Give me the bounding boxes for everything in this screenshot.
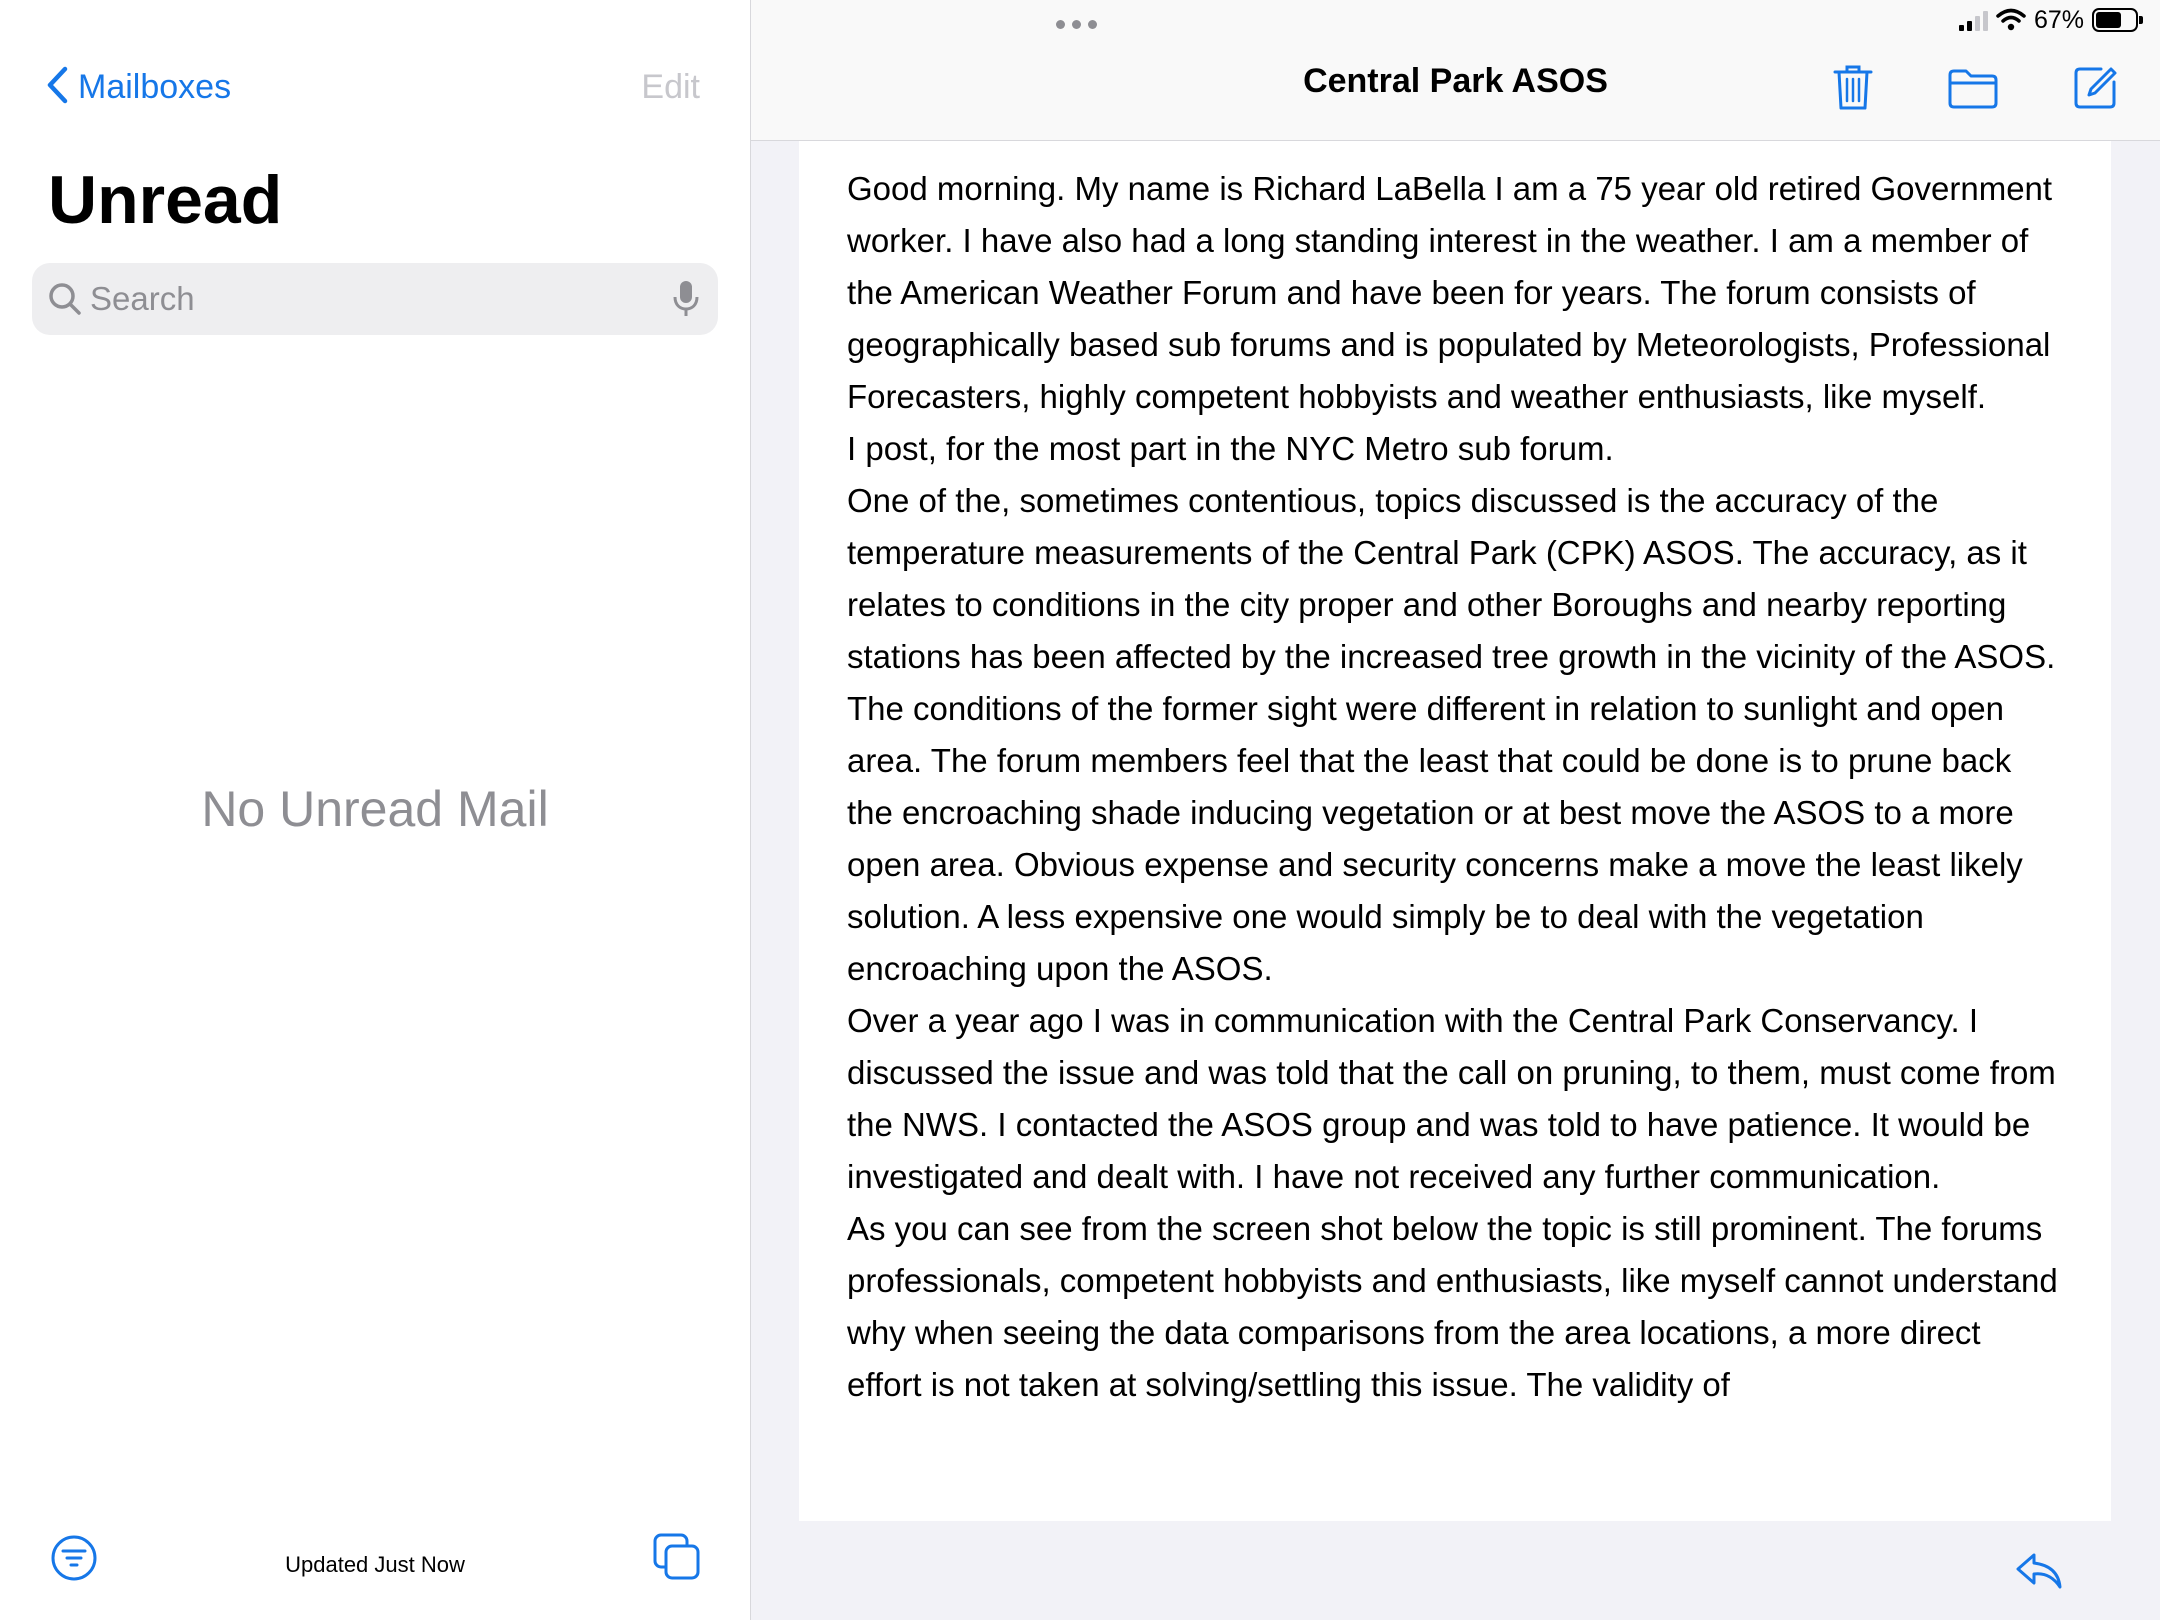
message-paragraph: As you can see from the screen shot below the topic is still prominent. The forums professionals, competent hobbyists and enthusiasts, like myself cannot understand why when seeing the data comparisons from the area locations, a more direct effort is not taken at solving/settling this issue. The validity of — [847, 1210, 2058, 1403]
trash-icon[interactable] — [1832, 62, 1874, 112]
back-button-label: Mailboxes — [78, 68, 232, 106]
edit-button[interactable]: Edit — [641, 68, 700, 106]
message-body[interactable] — [799, 141, 2111, 1521]
message-paragraph: I post, for the most part in the NYC Metro sub forum. — [847, 430, 1614, 467]
reply-icon[interactable] — [2014, 1550, 2064, 1592]
multitasking-handle[interactable] — [1056, 20, 1097, 29]
message-detail-pane — [751, 0, 2160, 1620]
mailbox-sidebar — [0, 0, 750, 1620]
chevron-left-icon — [46, 66, 68, 109]
compose-icon[interactable] — [2071, 64, 2119, 112]
message-text — [799, 141, 2111, 1411]
message-paragraph: Good morning. My name is Richard LaBella I am a 75 year old retired Government worker. I have also had a long standing interest in the weather. I am a member of the American Weather Forum and have been for years. The forum consists of geographically based sub forums and is populated by Meteorologists, Professional Forecasters, highly competent hobbyists and weather enthusiasts, like myself. — [847, 170, 2053, 415]
battery-percentage: 67% — [2033, 5, 2084, 34]
search-input[interactable] — [90, 280, 672, 318]
mailbox-title: Unread — [48, 162, 283, 238]
microphone-icon[interactable] — [672, 279, 700, 319]
search-bar[interactable] — [32, 263, 718, 335]
update-status: Updated Just Now — [285, 1552, 465, 1577]
windows-icon[interactable] — [652, 1532, 702, 1587]
message-paragraph: Over a year ago I was in communication with the Central Park Conservancy. I discussed the issue and was told that the call on pruning, to them, must come from the NWS. I contacted the ASOS group and was told to have patience. It would be investigated and dealt with. I have not received any further communication. — [847, 1002, 2056, 1195]
message-subject: Central Park ASOS — [1303, 62, 1608, 100]
battery-icon — [2092, 8, 2138, 32]
cellular-signal-icon — [1959, 9, 1988, 31]
sidebar-bottom-toolbar — [0, 1512, 750, 1620]
message-paragraph: One of the, sometimes contentious, topics discussed is the accuracy of the temperature measurements of the Central Park (CPK) ASOS. The accuracy, as it relates to conditions in the city proper and other Boroughs and nearby reporting stations has been affected by the increased tree growth in the vicinity of the ASOS. The conditions of the former sight were different in relation to sunlight and open area. The forum members feel that the least that could be done is to prune back the encroaching shade inducing vegetation or at best move the ASOS to a more open area. Obvious expense and security concerns make a move the least likely solution. A less expensive one would simply be to deal with the vegetation encroaching upon the ASOS. — [847, 482, 2056, 987]
message-header — [751, 0, 2160, 141]
search-icon — [46, 280, 84, 318]
back-to-mailboxes-button[interactable] — [46, 66, 231, 109]
wifi-icon — [1996, 8, 2026, 32]
status-indicators — [1959, 4, 2138, 36]
empty-state-message: No Unread Mail — [201, 781, 549, 837]
battery-fill — [2096, 12, 2121, 28]
folder-icon[interactable] — [1947, 68, 1999, 110]
